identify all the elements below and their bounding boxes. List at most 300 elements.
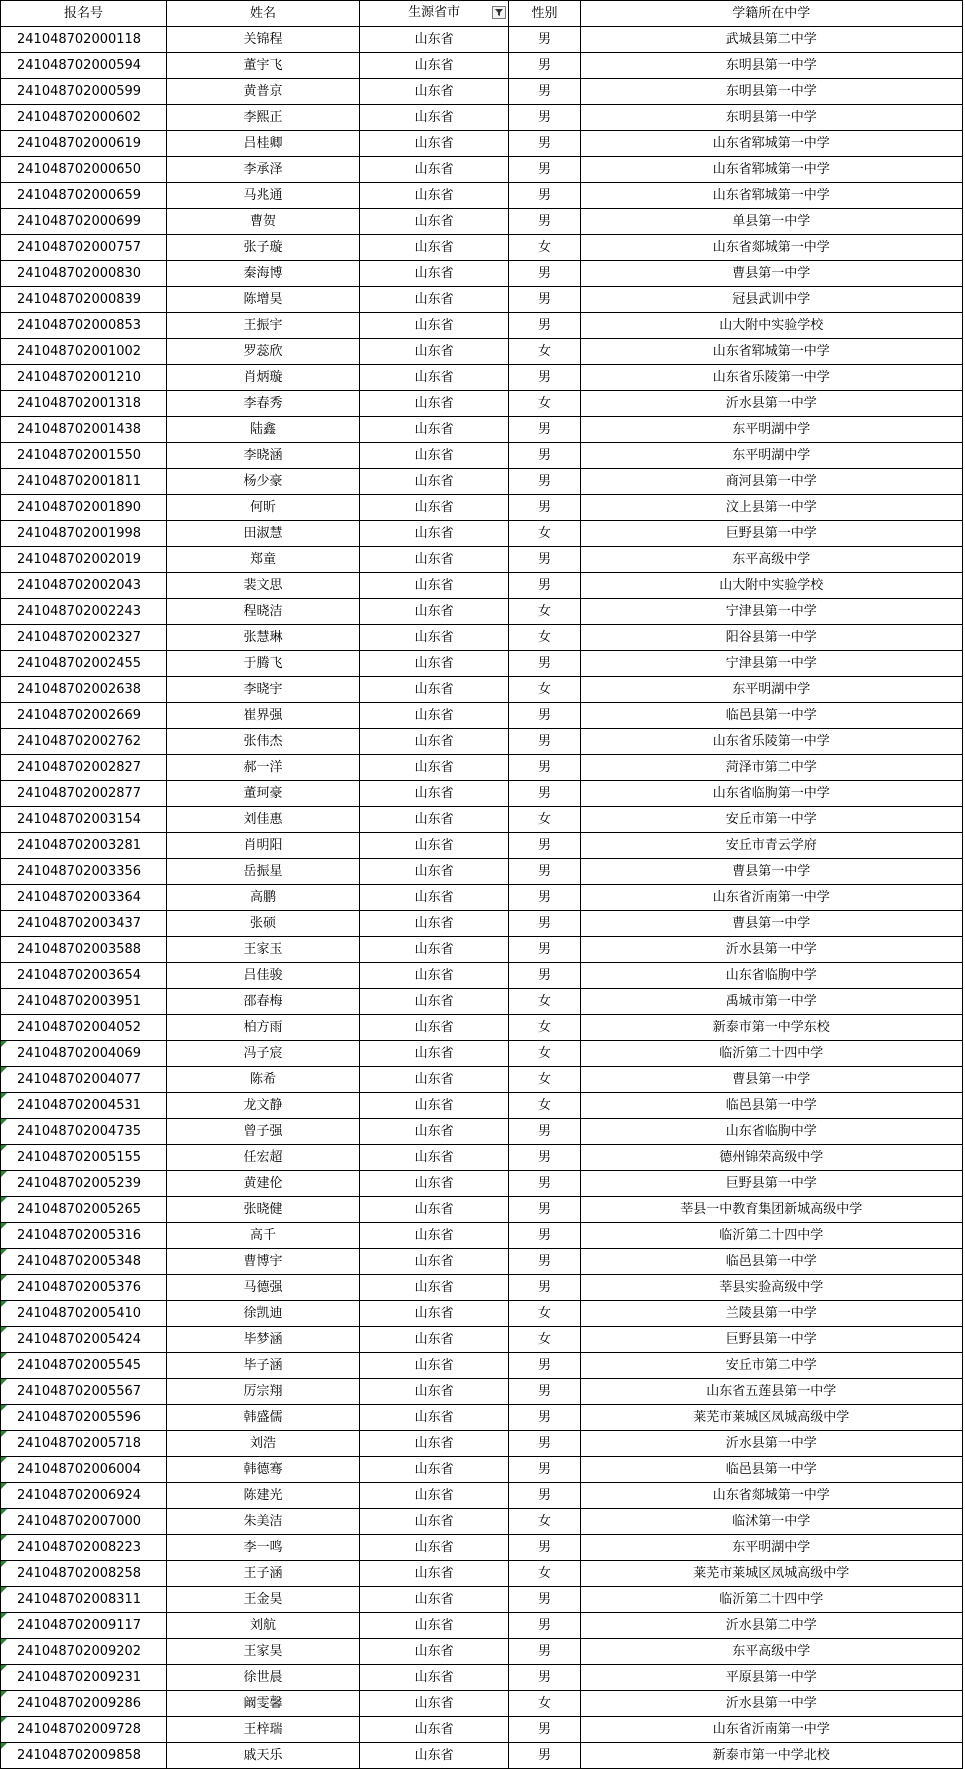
cell-province[interactable] (359, 1405, 508, 1431)
cell-name[interactable] (167, 859, 360, 885)
cell-registration-id[interactable] (1, 573, 167, 599)
cell-gender[interactable] (509, 1067, 580, 1093)
cell-school[interactable] (580, 1535, 962, 1561)
cell-school[interactable] (580, 209, 962, 235)
cell-gender[interactable] (509, 235, 580, 261)
cell-registration-id[interactable] (1, 313, 167, 339)
cell-school[interactable] (580, 1639, 962, 1665)
cell-name[interactable] (167, 755, 360, 781)
cell-school[interactable] (580, 625, 962, 651)
cell-name[interactable] (167, 1639, 360, 1665)
cell-registration-id[interactable] (1, 79, 167, 105)
cell-registration-id[interactable] (1, 547, 167, 573)
cell-registration-id[interactable] (1, 885, 167, 911)
cell-registration-id[interactable] (1, 1639, 167, 1665)
cell-name[interactable] (167, 235, 360, 261)
cell-province[interactable] (359, 287, 508, 313)
cell-province[interactable] (359, 1379, 508, 1405)
cell-school[interactable] (580, 27, 962, 53)
cell-registration-id[interactable] (1, 183, 167, 209)
cell-name[interactable] (167, 105, 360, 131)
cell-registration-id[interactable] (1, 365, 167, 391)
cell-school[interactable] (580, 1379, 962, 1405)
cell-gender[interactable] (509, 1093, 580, 1119)
cell-school[interactable] (580, 1301, 962, 1327)
cell-province[interactable] (359, 339, 508, 365)
cell-registration-id[interactable] (1, 651, 167, 677)
cell-gender[interactable] (509, 79, 580, 105)
col-header-province[interactable] (359, 1, 508, 27)
cell-school[interactable] (580, 573, 962, 599)
cell-school[interactable] (580, 1223, 962, 1249)
cell-name[interactable] (167, 157, 360, 183)
cell-gender[interactable] (509, 963, 580, 989)
cell-school[interactable] (580, 443, 962, 469)
cell-gender[interactable] (509, 651, 580, 677)
cell-school[interactable] (580, 495, 962, 521)
cell-registration-id[interactable] (1, 625, 167, 651)
cell-registration-id[interactable] (1, 1535, 167, 1561)
cell-name[interactable] (167, 1067, 360, 1093)
cell-school[interactable] (580, 1093, 962, 1119)
cell-name[interactable] (167, 417, 360, 443)
cell-province[interactable] (359, 261, 508, 287)
cell-province[interactable] (359, 1041, 508, 1067)
cell-registration-id[interactable] (1, 1691, 167, 1717)
cell-name[interactable] (167, 703, 360, 729)
cell-name[interactable] (167, 807, 360, 833)
cell-registration-id[interactable] (1, 157, 167, 183)
cell-gender[interactable] (509, 833, 580, 859)
cell-gender[interactable] (509, 573, 580, 599)
cell-province[interactable] (359, 417, 508, 443)
cell-gender[interactable] (509, 1743, 580, 1769)
cell-gender[interactable] (509, 885, 580, 911)
cell-school[interactable] (580, 365, 962, 391)
cell-registration-id[interactable] (1, 105, 167, 131)
cell-gender[interactable] (509, 131, 580, 157)
cell-registration-id[interactable] (1, 859, 167, 885)
cell-province[interactable] (359, 183, 508, 209)
cell-gender[interactable] (509, 183, 580, 209)
cell-gender[interactable] (509, 1223, 580, 1249)
cell-gender[interactable] (509, 729, 580, 755)
cell-gender[interactable] (509, 261, 580, 287)
cell-gender[interactable] (509, 1301, 580, 1327)
cell-registration-id[interactable] (1, 1743, 167, 1769)
cell-registration-id[interactable] (1, 391, 167, 417)
cell-name[interactable] (167, 209, 360, 235)
cell-name[interactable] (167, 885, 360, 911)
cell-registration-id[interactable] (1, 131, 167, 157)
cell-school[interactable] (580, 1717, 962, 1743)
cell-gender[interactable] (509, 53, 580, 79)
cell-school[interactable] (580, 1119, 962, 1145)
cell-school[interactable] (580, 755, 962, 781)
cell-name[interactable] (167, 1145, 360, 1171)
cell-name[interactable] (167, 313, 360, 339)
cell-gender[interactable] (509, 781, 580, 807)
cell-province[interactable] (359, 547, 508, 573)
cell-name[interactable] (167, 573, 360, 599)
cell-gender[interactable] (509, 1483, 580, 1509)
cell-registration-id[interactable] (1, 443, 167, 469)
cell-registration-id[interactable] (1, 1483, 167, 1509)
cell-province[interactable] (359, 937, 508, 963)
cell-name[interactable] (167, 651, 360, 677)
cell-school[interactable] (580, 1275, 962, 1301)
cell-registration-id[interactable] (1, 677, 167, 703)
cell-name[interactable] (167, 911, 360, 937)
cell-gender[interactable] (509, 1327, 580, 1353)
cell-gender[interactable] (509, 755, 580, 781)
cell-registration-id[interactable] (1, 599, 167, 625)
cell-gender[interactable] (509, 105, 580, 131)
cell-gender[interactable] (509, 1561, 580, 1587)
cell-registration-id[interactable] (1, 911, 167, 937)
cell-school[interactable] (580, 885, 962, 911)
cell-gender[interactable] (509, 27, 580, 53)
cell-registration-id[interactable] (1, 53, 167, 79)
cell-name[interactable] (167, 1223, 360, 1249)
cell-province[interactable] (359, 1171, 508, 1197)
cell-province[interactable] (359, 703, 508, 729)
cell-gender[interactable] (509, 1197, 580, 1223)
cell-school[interactable] (580, 1665, 962, 1691)
cell-gender[interactable] (509, 1249, 580, 1275)
cell-province[interactable] (359, 1483, 508, 1509)
col-header-name[interactable]: 姓名 (167, 1, 360, 27)
cell-province[interactable] (359, 1717, 508, 1743)
cell-school[interactable] (580, 1431, 962, 1457)
cell-gender[interactable] (509, 703, 580, 729)
cell-name[interactable] (167, 365, 360, 391)
cell-gender[interactable] (509, 625, 580, 651)
cell-province[interactable] (359, 1093, 508, 1119)
cell-province[interactable] (359, 1639, 508, 1665)
cell-name[interactable] (167, 1249, 360, 1275)
cell-school[interactable] (580, 1405, 962, 1431)
cell-registration-id[interactable] (1, 521, 167, 547)
cell-province[interactable] (359, 391, 508, 417)
cell-name[interactable] (167, 287, 360, 313)
cell-province[interactable] (359, 1457, 508, 1483)
cell-school[interactable] (580, 1457, 962, 1483)
cell-school[interactable] (580, 1353, 962, 1379)
cell-province[interactable] (359, 27, 508, 53)
cell-province[interactable] (359, 235, 508, 261)
cell-school[interactable] (580, 1509, 962, 1535)
cell-name[interactable] (167, 443, 360, 469)
cell-province[interactable] (359, 1197, 508, 1223)
cell-gender[interactable] (509, 209, 580, 235)
cell-registration-id[interactable] (1, 807, 167, 833)
cell-name[interactable] (167, 1691, 360, 1717)
cell-province[interactable] (359, 911, 508, 937)
cell-registration-id[interactable] (1, 1171, 167, 1197)
cell-province[interactable] (359, 1509, 508, 1535)
cell-school[interactable] (580, 261, 962, 287)
cell-name[interactable] (167, 1275, 360, 1301)
cell-gender[interactable] (509, 287, 580, 313)
cell-school[interactable] (580, 1691, 962, 1717)
cell-province[interactable] (359, 573, 508, 599)
cell-gender[interactable] (509, 339, 580, 365)
cell-gender[interactable] (509, 1015, 580, 1041)
cell-gender[interactable] (509, 547, 580, 573)
cell-registration-id[interactable] (1, 1327, 167, 1353)
filter-dropdown-icon[interactable] (492, 6, 506, 19)
cell-school[interactable] (580, 339, 962, 365)
cell-province[interactable] (359, 469, 508, 495)
cell-gender[interactable] (509, 469, 580, 495)
cell-province[interactable] (359, 1665, 508, 1691)
cell-school[interactable] (580, 391, 962, 417)
cell-registration-id[interactable] (1, 1041, 167, 1067)
cell-registration-id[interactable] (1, 937, 167, 963)
cell-registration-id[interactable] (1, 1509, 167, 1535)
cell-name[interactable] (167, 1535, 360, 1561)
cell-province[interactable] (359, 807, 508, 833)
cell-school[interactable] (580, 833, 962, 859)
cell-school[interactable] (580, 859, 962, 885)
cell-school[interactable] (580, 53, 962, 79)
cell-province[interactable] (359, 209, 508, 235)
cell-province[interactable] (359, 521, 508, 547)
col-header-gender[interactable]: 性别 (509, 1, 580, 27)
cell-name[interactable] (167, 1327, 360, 1353)
cell-registration-id[interactable] (1, 1613, 167, 1639)
cell-province[interactable] (359, 1535, 508, 1561)
cell-province[interactable] (359, 1301, 508, 1327)
cell-gender[interactable] (509, 1613, 580, 1639)
cell-province[interactable] (359, 157, 508, 183)
cell-registration-id[interactable] (1, 1145, 167, 1171)
cell-name[interactable] (167, 261, 360, 287)
cell-registration-id[interactable] (1, 703, 167, 729)
cell-registration-id[interactable] (1, 1587, 167, 1613)
cell-school[interactable] (580, 989, 962, 1015)
cell-school[interactable] (580, 911, 962, 937)
cell-province[interactable] (359, 131, 508, 157)
cell-school[interactable] (580, 157, 962, 183)
cell-gender[interactable] (509, 1665, 580, 1691)
cell-province[interactable] (359, 1613, 508, 1639)
cell-name[interactable] (167, 1743, 360, 1769)
cell-name[interactable] (167, 625, 360, 651)
cell-school[interactable] (580, 1197, 962, 1223)
cell-name[interactable] (167, 1431, 360, 1457)
cell-province[interactable] (359, 365, 508, 391)
cell-name[interactable] (167, 1457, 360, 1483)
cell-name[interactable] (167, 79, 360, 105)
cell-school[interactable] (580, 937, 962, 963)
cell-school[interactable] (580, 1561, 962, 1587)
cell-registration-id[interactable] (1, 1405, 167, 1431)
cell-name[interactable] (167, 989, 360, 1015)
cell-gender[interactable] (509, 1275, 580, 1301)
cell-gender[interactable] (509, 521, 580, 547)
cell-gender[interactable] (509, 1379, 580, 1405)
cell-name[interactable] (167, 1483, 360, 1509)
cell-name[interactable] (167, 1613, 360, 1639)
cell-name[interactable] (167, 729, 360, 755)
cell-registration-id[interactable] (1, 495, 167, 521)
cell-province[interactable] (359, 1431, 508, 1457)
cell-province[interactable] (359, 1743, 508, 1769)
cell-school[interactable] (580, 183, 962, 209)
cell-name[interactable] (167, 677, 360, 703)
cell-school[interactable] (580, 1483, 962, 1509)
cell-province[interactable] (359, 625, 508, 651)
cell-province[interactable] (359, 1067, 508, 1093)
cell-name[interactable] (167, 1379, 360, 1405)
cell-school[interactable] (580, 1743, 962, 1769)
cell-registration-id[interactable] (1, 1301, 167, 1327)
cell-registration-id[interactable] (1, 1249, 167, 1275)
cell-school[interactable] (580, 105, 962, 131)
cell-province[interactable] (359, 1015, 508, 1041)
cell-name[interactable] (167, 495, 360, 521)
cell-province[interactable] (359, 781, 508, 807)
cell-province[interactable] (359, 833, 508, 859)
cell-registration-id[interactable] (1, 729, 167, 755)
cell-province[interactable] (359, 443, 508, 469)
cell-school[interactable] (580, 1171, 962, 1197)
cell-gender[interactable] (509, 677, 580, 703)
cell-province[interactable] (359, 79, 508, 105)
cell-province[interactable] (359, 495, 508, 521)
cell-registration-id[interactable] (1, 989, 167, 1015)
cell-gender[interactable] (509, 1431, 580, 1457)
cell-province[interactable] (359, 1353, 508, 1379)
cell-school[interactable] (580, 703, 962, 729)
cell-school[interactable] (580, 469, 962, 495)
cell-province[interactable] (359, 989, 508, 1015)
cell-registration-id[interactable] (1, 1353, 167, 1379)
cell-name[interactable] (167, 1041, 360, 1067)
cell-gender[interactable] (509, 599, 580, 625)
cell-gender[interactable] (509, 1041, 580, 1067)
cell-name[interactable] (167, 547, 360, 573)
cell-province[interactable] (359, 885, 508, 911)
cell-gender[interactable] (509, 495, 580, 521)
cell-gender[interactable] (509, 1405, 580, 1431)
cell-name[interactable] (167, 833, 360, 859)
cell-registration-id[interactable] (1, 339, 167, 365)
cell-school[interactable] (580, 1067, 962, 1093)
cell-name[interactable] (167, 1587, 360, 1613)
cell-registration-id[interactable] (1, 1275, 167, 1301)
cell-province[interactable] (359, 859, 508, 885)
cell-province[interactable] (359, 313, 508, 339)
cell-name[interactable] (167, 391, 360, 417)
cell-name[interactable] (167, 1353, 360, 1379)
cell-name[interactable] (167, 469, 360, 495)
cell-gender[interactable] (509, 1691, 580, 1717)
cell-province[interactable] (359, 963, 508, 989)
cell-school[interactable] (580, 1145, 962, 1171)
cell-gender[interactable] (509, 989, 580, 1015)
cell-school[interactable] (580, 807, 962, 833)
cell-gender[interactable] (509, 1457, 580, 1483)
cell-registration-id[interactable] (1, 1119, 167, 1145)
cell-registration-id[interactable] (1, 209, 167, 235)
cell-school[interactable] (580, 131, 962, 157)
cell-registration-id[interactable] (1, 963, 167, 989)
cell-gender[interactable] (509, 1353, 580, 1379)
cell-name[interactable] (167, 53, 360, 79)
col-header-id[interactable]: 报名号 (1, 1, 167, 27)
cell-name[interactable] (167, 781, 360, 807)
cell-name[interactable] (167, 521, 360, 547)
cell-school[interactable] (580, 1587, 962, 1613)
cell-school[interactable] (580, 1041, 962, 1067)
cell-school[interactable] (580, 79, 962, 105)
cell-gender[interactable] (509, 157, 580, 183)
cell-name[interactable] (167, 1509, 360, 1535)
cell-name[interactable] (167, 131, 360, 157)
cell-gender[interactable] (509, 391, 580, 417)
cell-registration-id[interactable] (1, 1093, 167, 1119)
cell-registration-id[interactable] (1, 27, 167, 53)
cell-school[interactable] (580, 547, 962, 573)
cell-school[interactable] (580, 1015, 962, 1041)
cell-school[interactable] (580, 651, 962, 677)
cell-gender[interactable] (509, 911, 580, 937)
cell-registration-id[interactable] (1, 1717, 167, 1743)
cell-registration-id[interactable] (1, 1457, 167, 1483)
cell-name[interactable] (167, 1665, 360, 1691)
cell-province[interactable] (359, 1249, 508, 1275)
cell-province[interactable] (359, 1691, 508, 1717)
cell-province[interactable] (359, 1275, 508, 1301)
cell-province[interactable] (359, 1561, 508, 1587)
cell-gender[interactable] (509, 365, 580, 391)
cell-school[interactable] (580, 1249, 962, 1275)
cell-school[interactable] (580, 521, 962, 547)
cell-registration-id[interactable] (1, 1561, 167, 1587)
cell-province[interactable] (359, 105, 508, 131)
cell-name[interactable] (167, 339, 360, 365)
cell-province[interactable] (359, 729, 508, 755)
cell-school[interactable] (580, 287, 962, 313)
cell-province[interactable] (359, 599, 508, 625)
cell-school[interactable] (580, 1327, 962, 1353)
cell-gender[interactable] (509, 1145, 580, 1171)
cell-province[interactable] (359, 1327, 508, 1353)
cell-registration-id[interactable] (1, 469, 167, 495)
cell-province[interactable] (359, 1587, 508, 1613)
cell-registration-id[interactable] (1, 261, 167, 287)
col-header-school[interactable]: 学籍所在中学 (580, 1, 962, 27)
cell-province[interactable] (359, 651, 508, 677)
cell-name[interactable] (167, 1561, 360, 1587)
cell-gender[interactable] (509, 1535, 580, 1561)
cell-name[interactable] (167, 1119, 360, 1145)
cell-school[interactable] (580, 729, 962, 755)
cell-registration-id[interactable] (1, 1015, 167, 1041)
cell-gender[interactable] (509, 1587, 580, 1613)
cell-province[interactable] (359, 1145, 508, 1171)
cell-gender[interactable] (509, 807, 580, 833)
cell-registration-id[interactable] (1, 1223, 167, 1249)
cell-registration-id[interactable] (1, 781, 167, 807)
cell-name[interactable] (167, 183, 360, 209)
cell-name[interactable] (167, 1717, 360, 1743)
cell-school[interactable] (580, 417, 962, 443)
cell-province[interactable] (359, 53, 508, 79)
